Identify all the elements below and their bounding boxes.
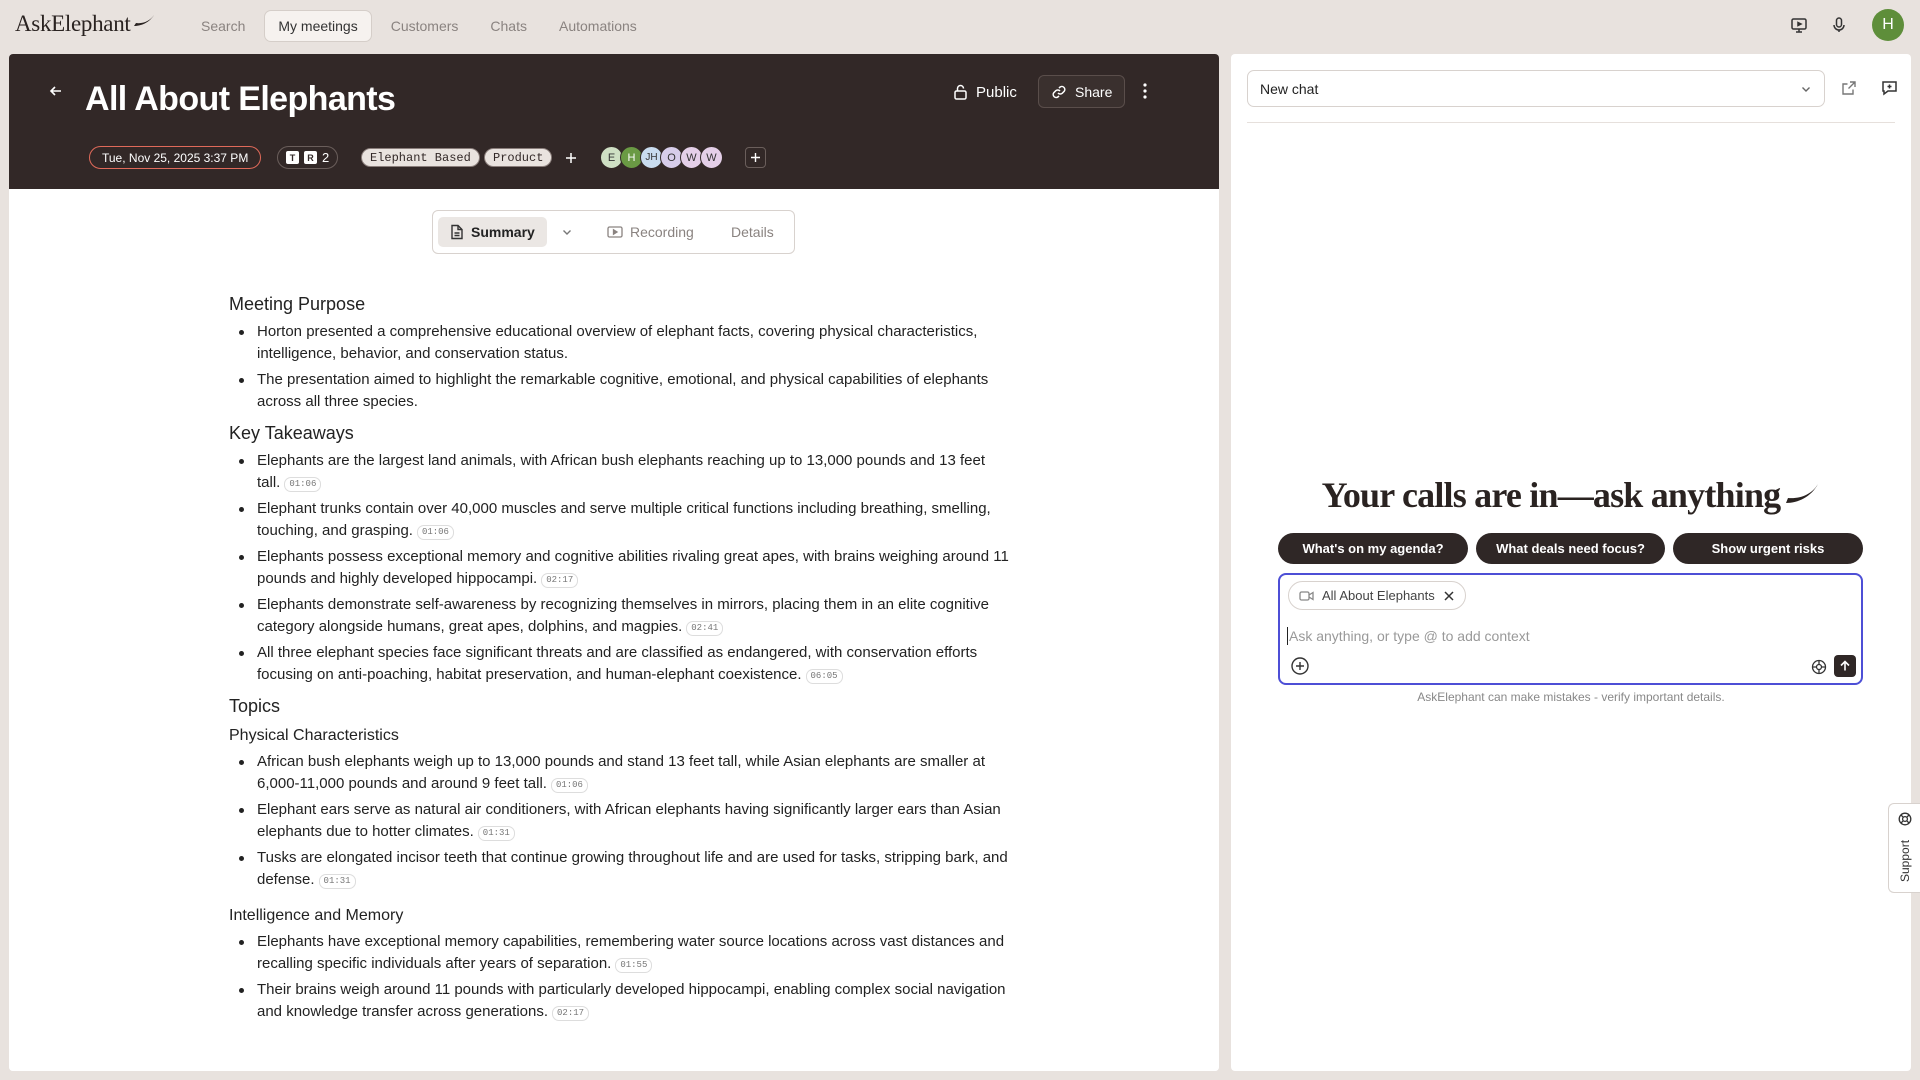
timestamp-chip[interactable]: 01:31 [319, 874, 356, 889]
bullet-text: The presentation aimed to highlight the remarkable cognitive, emotional, and physical capabilities of elephants across all three species. [257, 371, 989, 410]
chat-input-field[interactable] [1287, 627, 1530, 645]
context-chip[interactable] [1288, 581, 1466, 610]
list-item [229, 498, 1009, 542]
main-nav [188, 10, 650, 42]
chat-input-box[interactable] [1278, 573, 1863, 685]
bullet-text: Elephants demonstrate self-awareness by recognizing themselves in mirrors, placing them in an elite cognitive category alongside humans, great apes, dolphins, and magpies. [257, 596, 990, 635]
timestamp-chip[interactable]: 01:06 [284, 477, 321, 492]
more-options-icon[interactable] [1142, 82, 1148, 100]
list-item [229, 751, 1009, 795]
physical-characteristics-list [229, 751, 1009, 891]
share-label: Share [1075, 83, 1113, 100]
timestamp-chip[interactable]: 01:06 [417, 525, 454, 540]
new-chat-icon[interactable] [1881, 80, 1898, 96]
bullet-text: Tusks are elongated incisor teeth that continue growing throughout life and are used for tasks, stripping bark, and defense. [257, 849, 1008, 888]
nav-customers[interactable]: Customers [390, 18, 459, 34]
meeting-tabs [432, 210, 795, 254]
tag-product[interactable]: Product [484, 148, 552, 167]
tag-elephant-based[interactable]: Elephant Based [361, 148, 480, 167]
lock-icon [953, 84, 968, 100]
back-arrow-icon[interactable] [47, 82, 65, 100]
settings-sliders-icon[interactable] [1811, 659, 1827, 675]
video-camera-icon [1299, 590, 1314, 602]
visibility-label: Public [976, 83, 1017, 101]
app-logo-text: AskElephant [15, 11, 131, 36]
bullet-text: Elephants have exceptional memory capabilities, remembering water source locations across vast distances and recalling specific individuals after years of separation. [257, 933, 1005, 972]
close-icon[interactable] [1443, 590, 1455, 602]
tab-details[interactable]: Details [731, 224, 774, 240]
nav-search[interactable]: Search [201, 18, 246, 34]
app-logo[interactable] [15, 11, 155, 37]
screen-record-icon[interactable] [1788, 14, 1810, 36]
timestamp-chip[interactable]: 01:55 [615, 958, 652, 973]
tab-recording-label: Recording [630, 224, 694, 240]
visibility-toggle[interactable] [953, 76, 1017, 108]
attendee-avatar[interactable]: W [700, 146, 723, 169]
list-item [229, 979, 1009, 1023]
timestamp-chip[interactable]: 01:06 [551, 778, 588, 793]
list-item [229, 450, 1009, 494]
tusk-logo-icon [133, 14, 155, 28]
suggestion-risks-button[interactable]: Show urgent risks [1673, 533, 1863, 564]
meeting-title: All About Elephants [85, 80, 396, 118]
attendee-avatar[interactable]: W [680, 146, 703, 169]
participant-count: 2 [322, 150, 330, 165]
attendee-avatar[interactable]: H [620, 146, 643, 169]
attendee-avatar[interactable]: O [660, 146, 683, 169]
plus-icon [750, 152, 761, 163]
open-external-icon[interactable] [1841, 80, 1857, 96]
meeting-panel [9, 54, 1219, 1071]
bullet-text: Horton presented a comprehensive educational overview of elephant facts, covering physical characteristics, intelligence, behavior, and conservation status. [257, 323, 978, 362]
bullet-text: African bush elephants weigh up to 13,000 pounds and stand 13 feet tall, while Asian elephants are smaller at 6,000-11,000 pounds and around 9 feet tall. [257, 753, 985, 792]
subsection-heading: Physical Characteristics [229, 727, 399, 744]
list-item [229, 931, 1009, 975]
share-button[interactable] [1038, 75, 1125, 108]
add-tag-icon[interactable] [561, 148, 580, 167]
chat-selector-value: New chat [1260, 80, 1319, 97]
list-item [229, 642, 1009, 686]
suggestion-agenda-button[interactable]: What's on my agenda? [1278, 533, 1468, 564]
list-item [229, 799, 1009, 843]
bullet-text: All three elephant species face significant threats and are classified as endangered, with conservation efforts focusing on anti-poaching, habitat preservation, and human-elephant coexistence. [257, 644, 978, 683]
meeting-header [9, 54, 1219, 189]
tab-summary[interactable] [438, 217, 547, 247]
list-item [229, 546, 1009, 590]
add-attendee-button[interactable] [745, 147, 766, 168]
bullet-text: Elephant ears serve as natural air conditioners, with African elephants having significantly larger ears than Asian elephants due to hotter climates. [257, 801, 1001, 840]
nav-chats[interactable]: Chats [490, 18, 527, 34]
chat-input-placeholder: Ask anything, or type @ to add context [1289, 628, 1530, 644]
list-item [229, 369, 1009, 413]
arrow-up-icon [1839, 660, 1851, 672]
text-caret [1287, 627, 1288, 645]
video-icon [607, 225, 623, 239]
hero-heading: Your calls are in—ask anything [1321, 475, 1781, 515]
nav-my-meetings[interactable]: My meetings [264, 10, 371, 42]
section-heading: Key Takeaways [229, 423, 354, 443]
bullet-text: Their brains weigh around 11 pounds with particularly developed hippocampi, enabling complex social navigation and knowledge transfer across generations. [257, 981, 1006, 1020]
timestamp-chip[interactable]: 02:17 [552, 1006, 589, 1021]
support-tab[interactable] [1888, 803, 1920, 893]
context-chip-label: All About Elephants [1322, 588, 1435, 603]
summary-dropdown-chevron-icon[interactable] [561, 217, 573, 247]
bullet-text: Elephant trunks contain over 40,000 muscles and serve multiple critical functions including breathing, smelling, touching, and grasping. [257, 500, 991, 539]
scroll-fade [9, 1044, 1219, 1071]
chat-hero [1231, 474, 1911, 516]
ai-disclaimer: AskElephant can make mistakes - verify important details. [1417, 690, 1725, 704]
subsection-heading: Intelligence and Memory [229, 907, 404, 924]
participant-badge-r: R [304, 151, 317, 164]
attendee-avatar[interactable]: JH [640, 146, 663, 169]
meeting-purpose-list [229, 321, 1009, 413]
document-icon [450, 224, 464, 240]
tab-recording[interactable] [607, 217, 694, 247]
key-takeaways-list [229, 450, 1009, 686]
timestamp-chip[interactable]: 01:31 [478, 826, 515, 841]
top-nav [0, 0, 1920, 50]
send-button[interactable] [1834, 655, 1856, 677]
section-heading: Topics [229, 696, 281, 716]
nav-automations[interactable]: Automations [558, 18, 637, 34]
chevron-down-icon [1800, 83, 1812, 95]
tusk-icon [1784, 481, 1820, 509]
add-attachment-icon[interactable] [1290, 656, 1310, 676]
participant-count-pill[interactable] [277, 146, 338, 169]
meeting-date-pill[interactable]: Tue, Nov 25, 2025 3:37 PM [89, 146, 261, 169]
tab-summary-label: Summary [471, 224, 535, 240]
list-item [229, 594, 1009, 638]
participant-badge-t: T [286, 151, 299, 164]
timestamp-chip[interactable]: 02:17 [541, 573, 578, 588]
section-heading: Meeting Purpose [229, 294, 366, 314]
attendee-avatar[interactable]: E [600, 146, 623, 169]
list-item [229, 321, 1009, 365]
microphone-icon[interactable] [1828, 14, 1850, 36]
timestamp-chip[interactable]: 06:05 [806, 669, 843, 684]
list-item [229, 847, 1009, 891]
lifebuoy-icon [1898, 812, 1912, 826]
chat-panel [1231, 54, 1911, 1071]
divider [1247, 122, 1895, 123]
bullet-text: Elephants possess exceptional memory and cognitive abilities rivaling great apes, with brains weighing around 11 pounds and highly developed hippocampi. [257, 548, 1009, 587]
support-label: Support [1898, 839, 1912, 882]
suggestion-deals-button[interactable]: What deals need focus? [1476, 533, 1665, 564]
link-icon [1051, 84, 1067, 100]
intelligence-memory-list [229, 931, 1009, 1023]
summary-content [229, 294, 1009, 1033]
timestamp-chip[interactable]: 02:41 [686, 621, 723, 636]
user-avatar[interactable]: H [1872, 9, 1904, 41]
bullet-text: Elephants are the largest land animals, with African bush elephants reaching up to 13,000 pounds and 13 feet tall. [257, 452, 985, 491]
chat-selector[interactable] [1247, 70, 1825, 107]
